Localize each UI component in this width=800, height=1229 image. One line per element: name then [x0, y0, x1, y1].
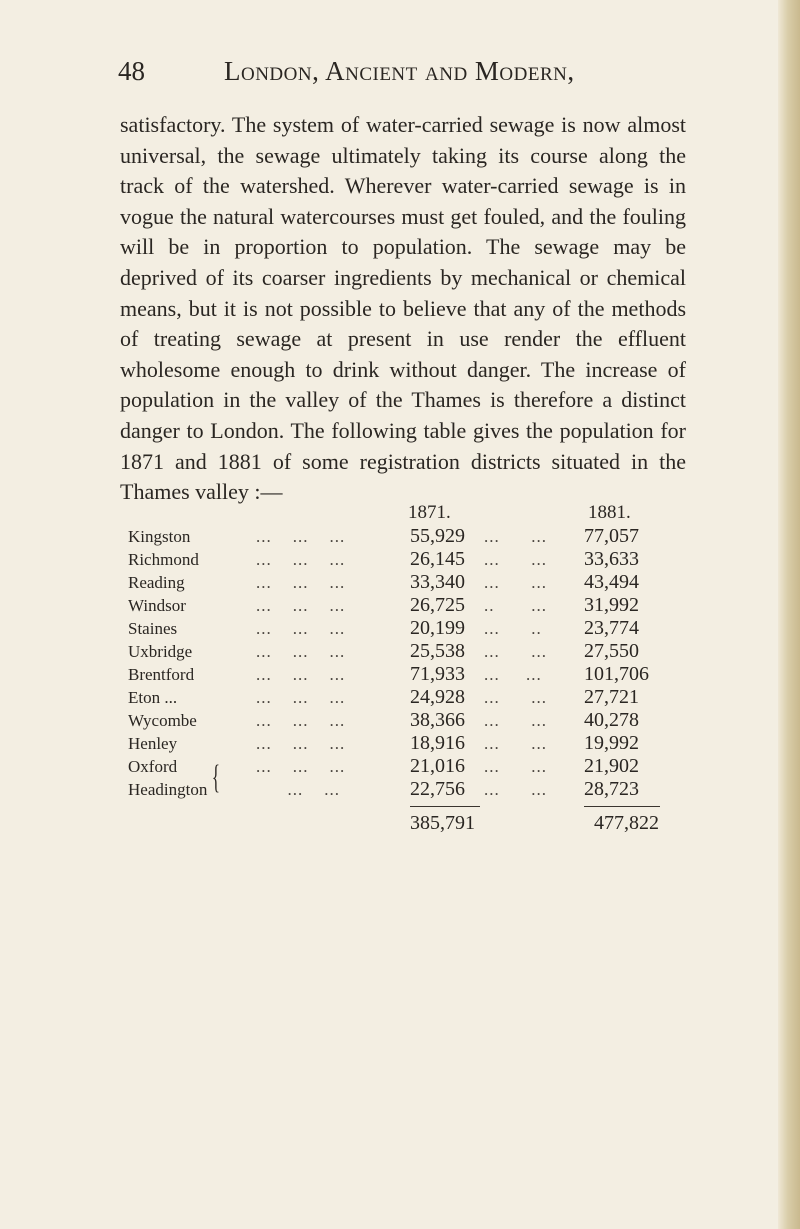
table-row: Brentford ... ... ... 71,933 ... ... 101,706: [128, 663, 649, 685]
value-1881: 27,721: [584, 686, 639, 708]
table-row: Uxbridge ... ... ... 25,538 ... ... 27,550: [128, 640, 639, 662]
population-table: [128, 502, 688, 842]
page-edge-shadow: [778, 0, 800, 1229]
sum-rule-1881: [584, 806, 660, 807]
running-head: London, Ancient and Modern,: [224, 56, 575, 86]
table-row: Eton ... ... ... ... 24,928 ... ... 27,721: [128, 686, 639, 708]
value-1871: 24,928: [410, 686, 465, 708]
column-header-1881: 1881.: [588, 502, 631, 523]
bracket-mark: }: [211, 759, 220, 796]
table-row: Staines ... ... ... 20,199 ... .. 23,774: [128, 617, 639, 639]
district-name: Kingston: [128, 527, 191, 546]
district-name: Reading: [128, 573, 185, 592]
value-1881: 31,992: [584, 594, 639, 616]
table-row: Richmond ... ... ... 26,145 ... ... 33,633: [128, 548, 639, 570]
page-number: 48: [118, 56, 145, 86]
page-header: [118, 56, 678, 96]
district-name: Eton ...: [128, 688, 178, 707]
value-1871: 20,199: [410, 617, 465, 639]
district-name: Richmond: [128, 550, 199, 569]
column-header-1871: 1871.: [408, 502, 451, 523]
total-1881: 477,822: [594, 812, 659, 834]
value-1871: 25,538: [410, 640, 465, 662]
district-name: Staines: [128, 619, 178, 638]
value-1881: 21,902: [584, 755, 639, 777]
district-name: Oxford: [128, 757, 178, 776]
value-1881: 28,723: [584, 778, 639, 800]
value-1871: 26,725: [410, 594, 465, 616]
value-1871: 71,933: [410, 663, 465, 685]
table-row: Kingston ... ... ... 55,929 ... ... 77,057: [128, 525, 639, 547]
value-1871: 33,340: [410, 571, 465, 593]
value-1871: 22,756: [410, 778, 465, 800]
table-row: Reading ... ... ... 33,340 ... ... 43,494: [128, 571, 639, 593]
value-1881: 27,550: [584, 640, 639, 662]
value-1881: 40,278: [584, 709, 639, 731]
value-1871: 55,929: [410, 525, 465, 547]
table-row: Headington ... ... 22,756 ... ... 28,723: [128, 778, 639, 800]
district-name: Brentford: [128, 665, 195, 684]
district-name: Henley: [128, 734, 178, 753]
district-name: Wycombe: [128, 711, 197, 730]
value-1881: 19,992: [584, 732, 639, 754]
value-1871: 26,145: [410, 548, 465, 570]
district-name: Uxbridge: [128, 642, 193, 661]
value-1881: 101,706: [584, 663, 649, 685]
value-1871: 38,366: [410, 709, 465, 731]
value-1881: 33,633: [584, 548, 639, 570]
table-row: Wycombe ... ... ... 38,366 ... ... 40,278: [128, 709, 639, 731]
sum-rule-1871: [410, 806, 480, 807]
value-1881: 43,494: [584, 571, 639, 593]
district-name: Headington: [128, 780, 208, 799]
table-row: Henley ... ... ... 18,916 ... ... 19,992: [128, 732, 639, 754]
paragraph-intro: satisfactory. The system of water-carried sewage is now almost universal, the sewage ultimately taking its course along the track of the watershed. Wherever water-carried sewage is in vogue the natural watercourses must get fouled, and the fouling will be in proportion to population. The sewage may be deprived of its coarser ingredients by mechanical or chemical means, but it is not possible to believe that any of the methods of treating sewage at present in use render the effluent wholesome enough to drink without danger. The increase of population in the valley of the Thames is therefore a distinct danger to London. The following table gives the population for 1871 and 1881 of some registration districts situated in the Thames valley :—: [120, 112, 686, 505]
value-1871: 18,916: [410, 732, 465, 754]
value-1881: 77,057: [584, 525, 639, 547]
district-name: Windsor: [128, 596, 186, 615]
table-row: Oxford ... ... ... 21,016 ... ... 21,902: [128, 755, 639, 777]
value-1871: 21,016: [410, 755, 465, 777]
total-1871: 385,791: [410, 812, 475, 834]
table-row: Windsor ... ... ... 26,725 .. ... 31,992: [128, 594, 639, 616]
value-1881: 23,774: [584, 617, 639, 639]
